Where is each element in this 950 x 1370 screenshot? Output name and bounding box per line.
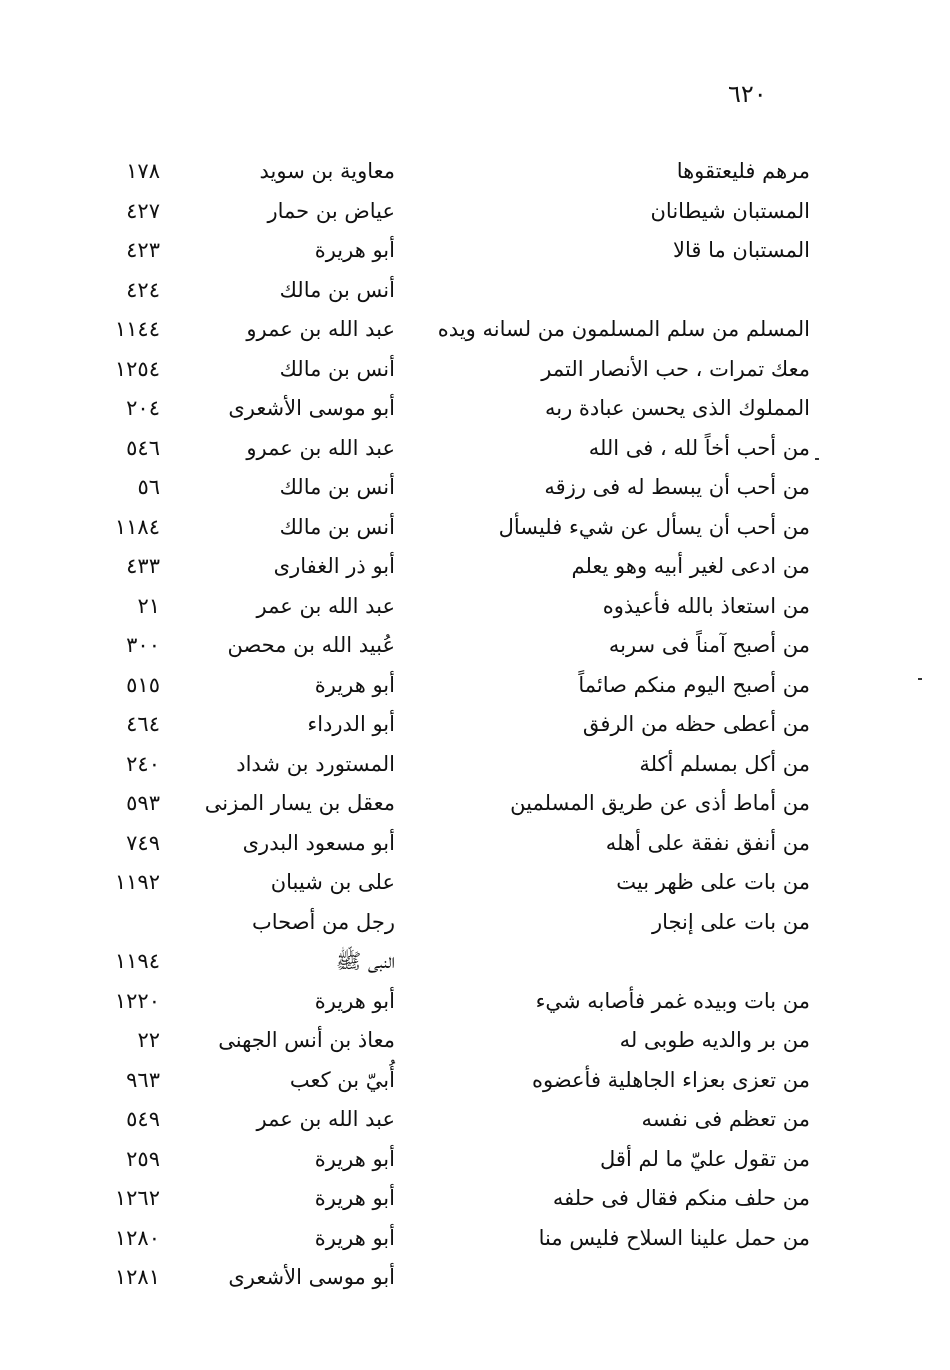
- narrator-name: عبد الله بن عمرو: [246, 435, 395, 460]
- hadith-text: من أحب أن يسأل عن شيء فليسأل: [498, 514, 810, 539]
- narrator-name: أبو هريرة: [314, 672, 395, 697]
- page-reference: ٥١٥: [126, 672, 160, 697]
- hadith-text: من بر والديه طوبى له: [619, 1028, 810, 1052]
- margin-mark: [918, 678, 922, 680]
- page-reference: ١١٤٤: [114, 317, 160, 341]
- narrator-name: أبو مسعود البدرى: [242, 830, 395, 855]
- narrator-name: النبى ﷺ: [335, 949, 395, 973]
- page-reference: ١٢٨١: [114, 1265, 160, 1289]
- page-reference: ٢٥٩: [126, 1146, 160, 1171]
- page-reference: ٥٤٩: [126, 1107, 160, 1131]
- narrator-name: أنس بن مالك: [279, 475, 395, 499]
- page-reference: ١٢٥٤: [114, 356, 160, 381]
- page-reference: ٢١: [137, 593, 160, 618]
- page-reference: ١١٨٤: [114, 514, 160, 539]
- index-row: [100, 982, 810, 1022]
- page-reference: ٧٤٩: [126, 830, 160, 855]
- narrator-name: أبو الدرداء: [307, 712, 395, 736]
- narrator-name: أنس بن مالك: [279, 356, 395, 381]
- hadith-text: من أكل بمسلم أكلة: [639, 751, 810, 776]
- narrator-name: عبد الله بن عمر: [256, 593, 395, 618]
- margin-mark: [815, 458, 819, 460]
- hadith-text: من أحب أن يبسط له فى رزقه: [544, 475, 810, 499]
- narrator-name: أبو هريرة: [314, 1146, 395, 1171]
- hadith-text: من أصبح آمناً فى سربه: [608, 633, 810, 657]
- index-row: [100, 942, 810, 982]
- index-row: [100, 903, 810, 943]
- page-reference: ٥٦: [137, 475, 160, 499]
- narrator-name: عبد الله بن عمرو: [246, 317, 395, 341]
- page-reference: ٤٦٤: [126, 712, 160, 736]
- narrator-name: رجل من أصحاب: [251, 909, 395, 934]
- hadith-text: من بات وبيده غمر فأصابه شيء: [535, 988, 810, 1013]
- hadith-text: [470, 1258, 810, 1298]
- narrator-name: المستورد بن شداد: [236, 751, 395, 776]
- page-reference: ٢٢: [137, 1028, 160, 1052]
- index-row: [100, 389, 810, 429]
- index-row: [100, 626, 810, 666]
- narrator-name: معاوية بن سويد: [259, 159, 395, 183]
- index-row: [100, 152, 810, 192]
- index-row: [100, 863, 810, 903]
- index-row: [100, 1021, 810, 1061]
- narrator-name: معقل بن يسار المزنى: [204, 791, 395, 815]
- narrator-name: أنس بن مالك: [279, 277, 395, 302]
- hadith-text: من أنفق نفقة على أهله: [605, 830, 810, 855]
- index-row: [100, 1258, 810, 1298]
- page-reference: [100, 903, 160, 943]
- page-reference: ٤٣٣: [126, 554, 160, 578]
- narrator-name: أبو هريرة: [314, 238, 395, 262]
- hadith-text: [470, 271, 810, 311]
- narrator-name: أُبيّ بن كعب: [289, 1067, 395, 1092]
- hadith-text: معك تمرات ، حب الأنصار التمر: [541, 356, 810, 381]
- hadith-text: من حلف منكم فقال فى حلفه: [552, 1186, 810, 1210]
- hadith-text: من تعظم فى نفسه: [641, 1107, 810, 1131]
- narrator-name: أبو هريرة: [314, 1225, 395, 1250]
- page-reference: ٤٢٤: [126, 277, 160, 302]
- hadith-text: المستبان ما قالا: [672, 238, 810, 262]
- page-number: ٦٢٠: [728, 80, 767, 108]
- page-reference: ٣٠٠: [126, 633, 160, 657]
- hadith-text: من بات على إنجار: [651, 909, 810, 934]
- narrator-name: أبو موسى الأشعرى: [228, 1265, 395, 1289]
- index-row: [100, 1179, 810, 1219]
- index-row: [100, 429, 810, 469]
- narrator-name: أبو ذر الغفارى: [273, 554, 395, 578]
- narrator-name: عياض بن حمار: [267, 198, 395, 223]
- narrator-name: على بن شيبان: [270, 870, 395, 894]
- hadith-text: من تعزى بعزاء الجاهلية فأعضوه: [531, 1067, 810, 1092]
- index-row: [100, 192, 810, 232]
- hadith-text: من أصبح اليوم منكم صائماً: [578, 672, 810, 697]
- narrator-name: أبو موسى الأشعرى: [228, 396, 395, 420]
- index-row: [100, 310, 810, 350]
- page-reference: ٤٢٣: [126, 238, 160, 262]
- index-row: [100, 350, 810, 390]
- hadith-text: المملوك الذى يحسن عبادة ربه: [544, 396, 810, 420]
- index-row: [100, 231, 810, 271]
- hadith-text: من بات على ظهر بيت: [616, 870, 810, 894]
- hadith-text: مرهم فليعتقوها: [676, 159, 810, 183]
- page-reference: ١٢٦٢: [114, 1186, 160, 1210]
- hadith-text: من أعطى حظه من الرفق: [582, 712, 810, 736]
- index-row: [100, 705, 810, 745]
- index-row: [100, 468, 810, 508]
- index-row: [100, 1140, 810, 1180]
- page-reference: ٢٠٤: [126, 396, 160, 420]
- index-row: [100, 271, 810, 311]
- page-reference: ٥٩٣: [126, 791, 160, 815]
- index-row: [100, 824, 810, 864]
- hadith-index-table: [100, 152, 810, 1298]
- hadith-text: من ادعى لغير أبيه وهو يعلم: [571, 554, 810, 578]
- index-row: [100, 784, 810, 824]
- page-reference: ٩٦٣: [126, 1067, 160, 1092]
- index-row: [100, 1100, 810, 1140]
- index-row: [100, 1219, 810, 1259]
- hadith-text: من أماط أذى عن طريق المسلمين: [510, 791, 810, 815]
- page-reference: ١١٩٤: [114, 949, 160, 973]
- hadith-text: من حمل علينا السلاح فليس منا: [538, 1225, 810, 1250]
- narrator-name: أبو هريرة: [314, 988, 395, 1013]
- narrator-name: أنس بن مالك: [279, 514, 395, 539]
- page-reference: ٤٢٧: [126, 198, 160, 223]
- hadith-text: من تقول عليّ ما لم أقل: [600, 1146, 810, 1171]
- narrator-name: معاذ بن أنس الجهنى: [218, 1028, 395, 1052]
- index-row: [100, 508, 810, 548]
- hadith-text: المسلم من سلم المسلمون من لسانه ويده: [437, 317, 810, 341]
- hadith-text: من استعاذ بالله فأعيذوه: [602, 593, 810, 618]
- page-reference: ٢٤٠: [126, 751, 160, 776]
- hadith-text: [470, 942, 810, 982]
- page-reference: ٥٤٦: [126, 435, 160, 460]
- index-row: [100, 547, 810, 587]
- page-reference: ١٢٨٠: [114, 1225, 160, 1250]
- page-reference: ١٧٨: [126, 159, 160, 183]
- page-reference: ١٢٢٠: [114, 988, 160, 1013]
- index-row: [100, 745, 810, 785]
- hadith-text: المستبان شيطانان: [650, 198, 810, 223]
- narrator-name: عبد الله بن عمر: [256, 1107, 395, 1131]
- narrator-name: أبو هريرة: [314, 1186, 395, 1210]
- index-row: [100, 666, 810, 706]
- narrator-name: عُبيد الله بن محصن: [227, 633, 395, 657]
- index-row: [100, 1061, 810, 1101]
- hadith-text: من أحب أخاً لله ، فى الله: [588, 435, 810, 460]
- index-row: [100, 587, 810, 627]
- page-reference: ١١٩٢: [114, 870, 160, 894]
